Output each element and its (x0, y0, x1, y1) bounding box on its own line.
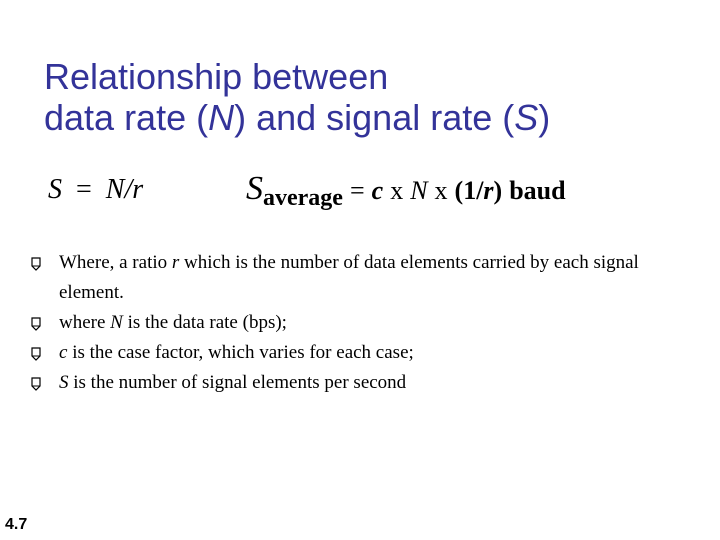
square-bullet-icon (30, 257, 42, 271)
formula-right-times-2: x (434, 176, 448, 205)
formula-right-unit: baud (509, 176, 566, 205)
title-var-s: S (514, 97, 539, 138)
slide-title (44, 56, 684, 138)
formula-left-s: S (48, 174, 62, 205)
bullet-text: Where, a ratio r which is the number of data elements carried by each signal element. (59, 252, 639, 303)
formula-left-equals: = (76, 174, 92, 205)
formula-right-paren-close: ) (493, 176, 503, 205)
list-item (30, 248, 670, 308)
formula-average-signal-rate (246, 170, 566, 212)
list-item (30, 368, 670, 398)
formula-signal-rate (48, 174, 143, 206)
square-bullet-icon (30, 347, 42, 361)
bullet-text: where N is the data rate (bps); (59, 312, 287, 333)
formula-right-r: r (483, 176, 494, 205)
formula-left-rhs: N/r (105, 174, 144, 205)
title-var-n: N (208, 97, 235, 138)
bullet-list (30, 248, 670, 398)
square-bullet-icon (30, 377, 42, 391)
bullet-text: S is the number of signal elements per second (59, 372, 407, 393)
formula-right-equals: = (349, 176, 365, 205)
formula-right-subscript: average (263, 185, 343, 211)
formula-right-n: N (410, 176, 428, 205)
title-line-2-prefix: data rate ( (44, 97, 209, 138)
title-line-1: Relationship between (44, 56, 389, 97)
square-bullet-icon (30, 317, 42, 331)
list-item (30, 338, 670, 368)
title-line-2-suffix: ) (538, 97, 551, 138)
list-item (30, 308, 670, 338)
formula-right-s: S (246, 170, 263, 207)
formula-right-times-1: x (390, 176, 404, 205)
slide-number: 4.7 (5, 516, 28, 533)
formula-right-paren-open: (1/ (454, 176, 484, 205)
bullet-text: c is the case factor, which varies for each case; (59, 342, 414, 363)
title-line-2-middle: ) and signal rate ( (234, 97, 515, 138)
formula-right-c: c (371, 176, 384, 205)
